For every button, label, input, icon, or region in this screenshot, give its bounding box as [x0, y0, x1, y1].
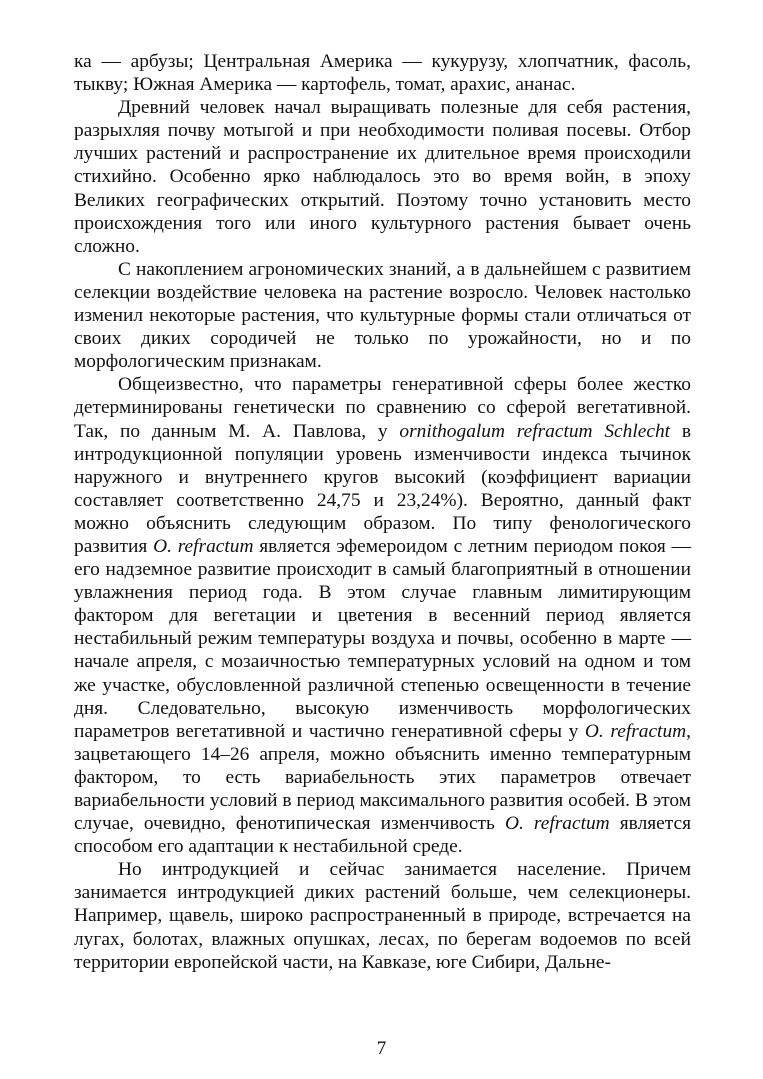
page-body: [74, 50, 691, 974]
text-segment: в интродукционной популяции уровень изменчивости индекса тычинок наружного и внутреннего кругов высокий (коэффициент вариации составляет соответственно 24,75 и 23,24%). Вероятно, данный факт можно объяснить следующим образом. По типу фенологического развития: [74, 420, 691, 557]
text-segment: Общеизвестно, что параметры генеративной сферы более жестко детерминированы генетически по сравнению со сферой вегетативной. Так, по данным М. А. Павлова, у: [74, 374, 691, 442]
page-number: 7: [376, 1038, 387, 1059]
paragraph: [74, 373, 691, 858]
italic-species-name: O. refractum: [584, 720, 687, 742]
text-segment: является способом его адаптации к нестабильной среде.: [74, 813, 692, 858]
italic-species-name: O. refractum: [504, 813, 610, 835]
text-segment: ка — арбузы; Центральная Америка — кукурузу, хлопчатник, фасоль, тыкву; Южная Америка — картофель, томат, арахис, ананас.: [74, 51, 691, 96]
text-segment: Но интродукцией и сейчас занимается население. Причем занимается интродукцией диких растений больше, чем селекционеры. Например, щавель, широко распространенный в природе, встречается на лугах, болотах, влажных опушках, лесах, по берегам водоемов по всей территории европейской части, на Кавказе, юге Сибири, Дальне-: [74, 859, 691, 973]
paragraph: [74, 96, 691, 258]
text-segment: , зацветающего 14–26 апреля, можно объяснить именно температурным фактором, то есть вариабельность этих параметров отвечает вариабельности условий в период максимального развития особей. В этом случае, очевидно, фенотипическая изменчивость: [74, 720, 691, 835]
paragraph: [74, 50, 691, 96]
text-segment: Древний человек начал выращивать полезные для себя растения, разрыхляя почву мотыгой и при необходимости поливая посевы. Отбор лучших растений и распространение их длительное время происходили стихийно. Особенно ярко наблюдалось это во время войн, в эпоху Великих географических открытий. Поэтому точно установить место происхождения того или иного культурного растения бывает очень сложно.: [74, 97, 691, 257]
text-segment: С накоплением агрономических знаний, а в дальнейшем с развитием селекции воздействие человека на растение возросло. Человек настолько изменил некоторые растения, что культурные формы стали отличаться от своих диких сородичей не только по урожайности, но и по морфологическим признакам.: [74, 258, 691, 373]
italic-species-name: ornithogalum refractum Schlecht: [399, 420, 671, 442]
text-segment: является эфемероидом с летним периодом покоя — его надземное развитие происходит в самый благоприятный в отношении увлажнения период года. В этом случае главным лимитирующим фактором для вегетации и цветения в весенний период является нестабильный режим температуры воздуха и почвы, особенно в марте — начале апреля, с мозаичностью температурных условий на одном и том же участке, обусловленной различной степенью освещенности в течение дня. Следовательно, высокую изменчивость морфологических параметров вегетативной и частично генеративной сферы у: [74, 535, 691, 742]
italic-species-name: O. refractum: [153, 535, 254, 557]
paragraph: [74, 858, 691, 973]
paragraph: [74, 258, 691, 373]
